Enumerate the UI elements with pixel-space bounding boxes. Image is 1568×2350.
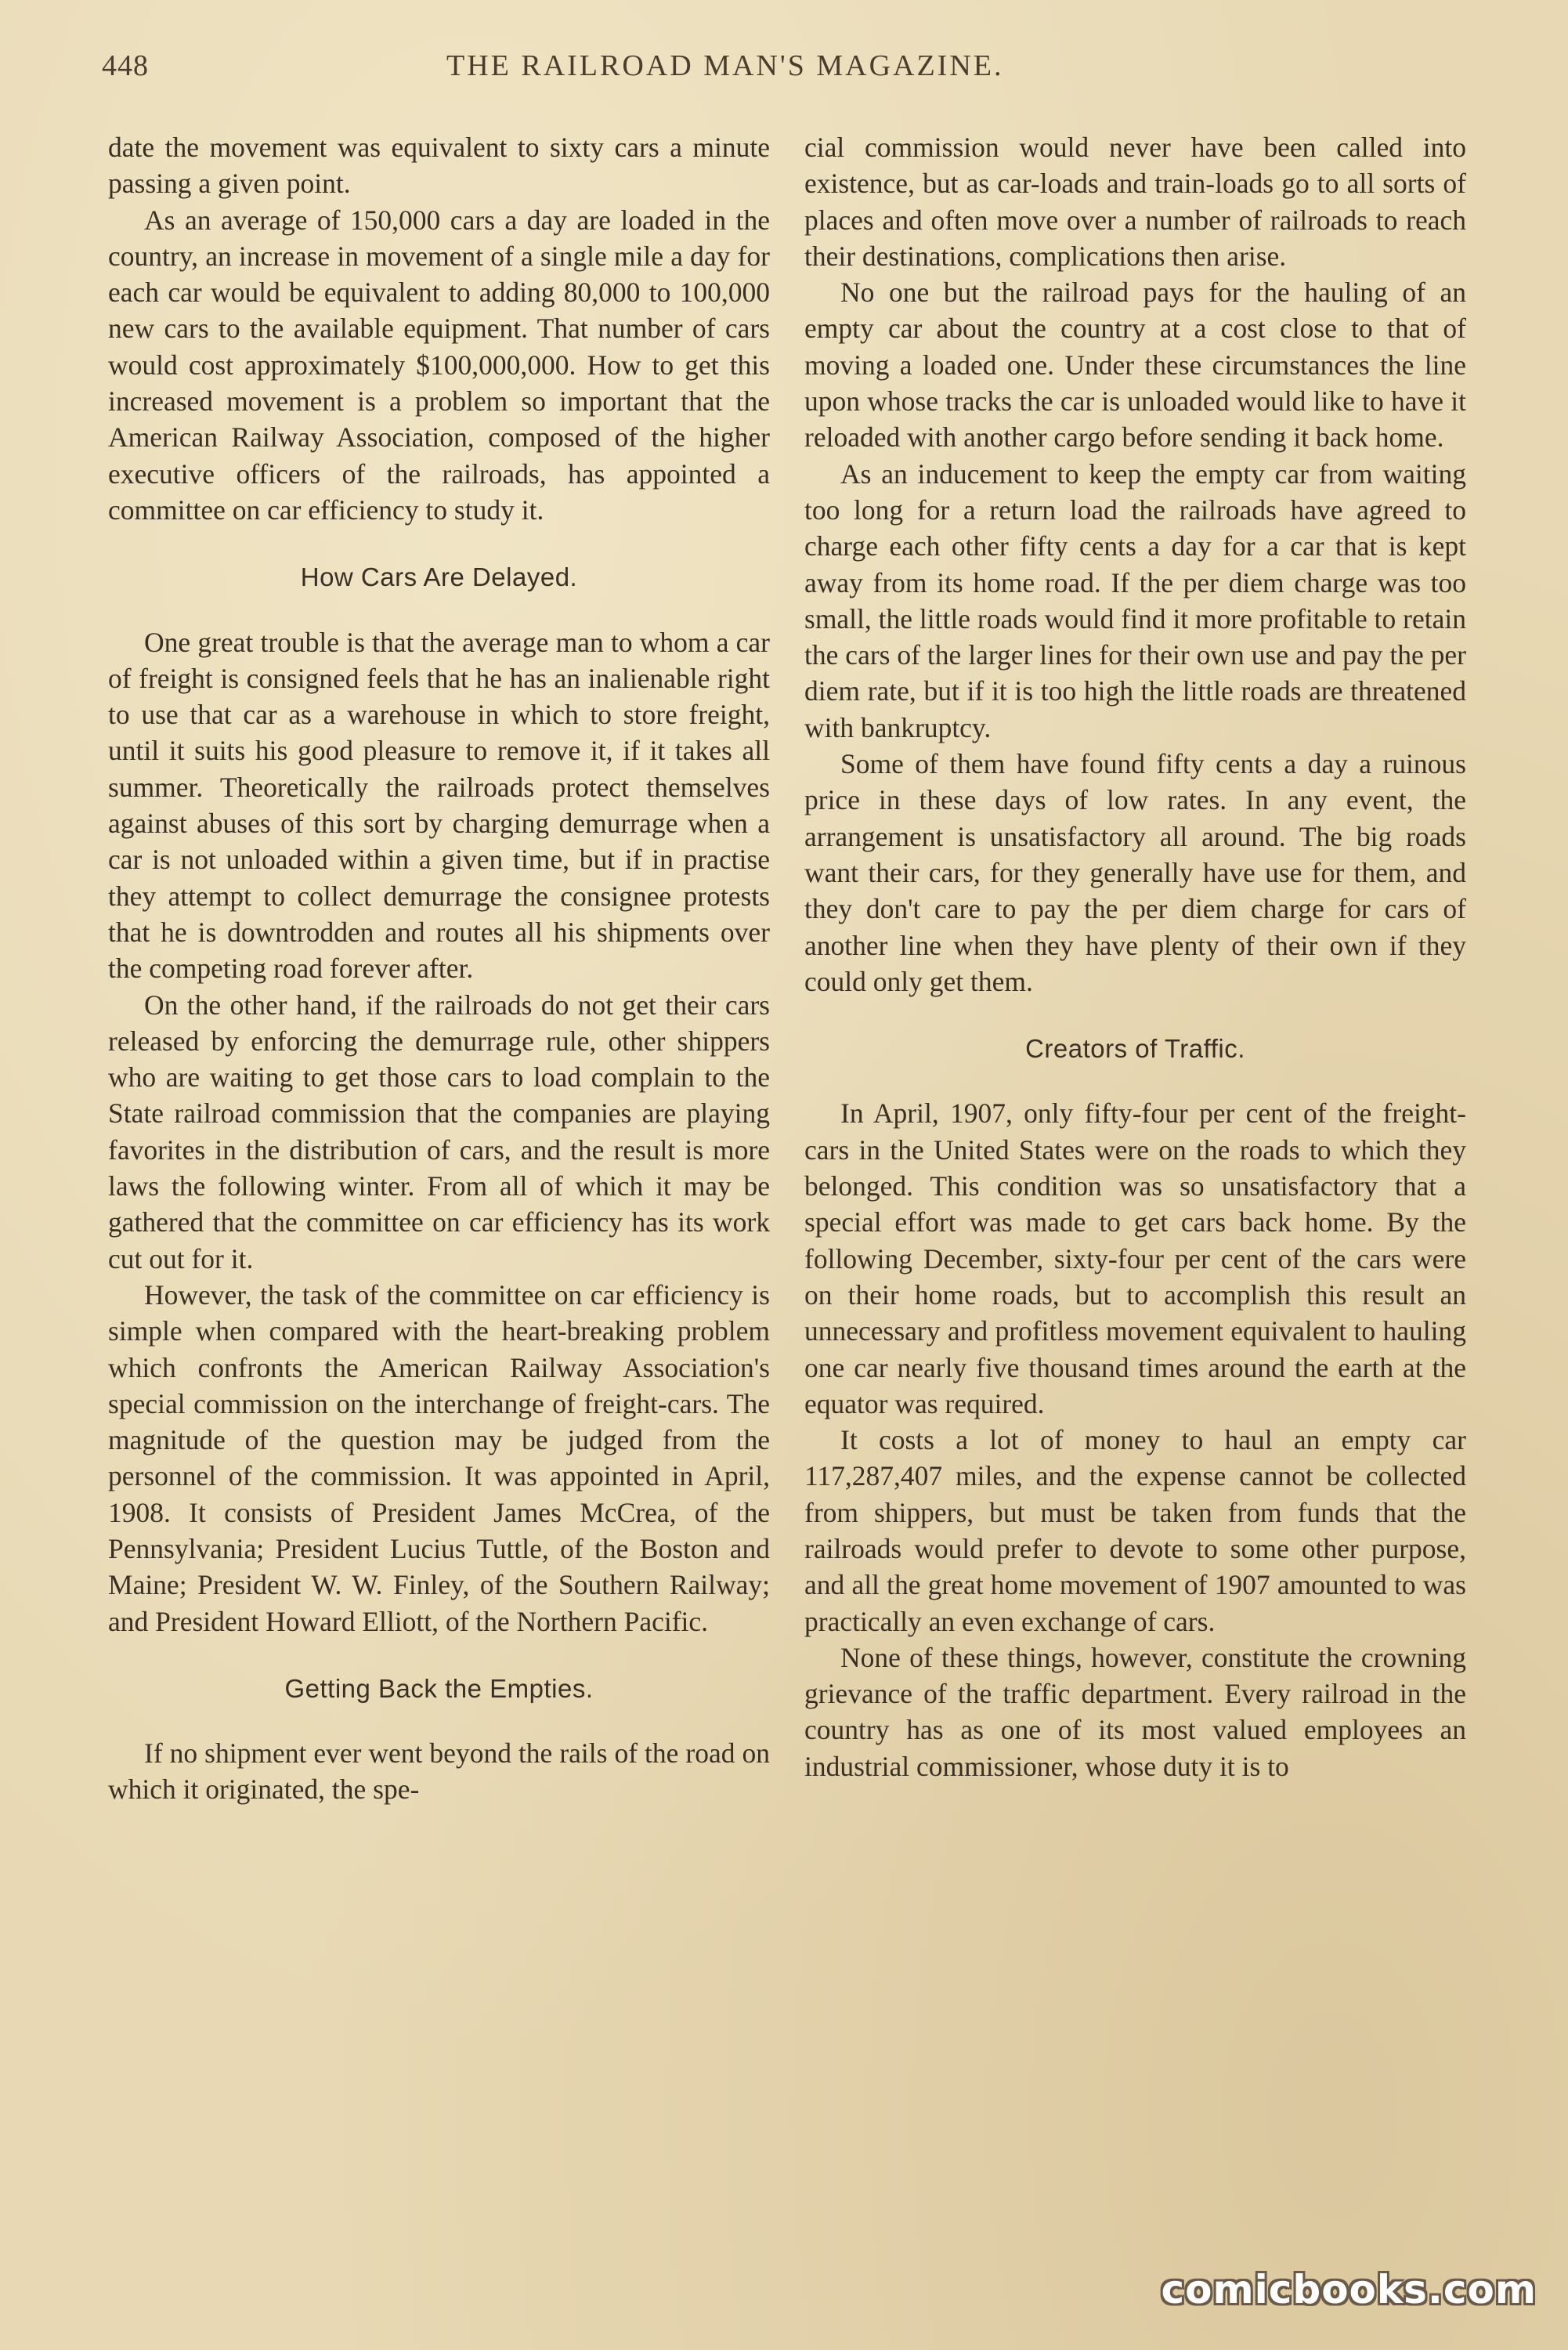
paragraph: One great trouble is that the average man to whom a car of freight is consigned feels that he has an inalienable right to use that car as a warehouse in which to store freight, until it suits his good pleasure to remove it, if it takes all summer. Theoretically the railroads protect themselves against abuses of this sort by charging demurrage when a car is not unloaded within a given time, but if in practise they attempt to collect demurrage the consignee protests that he is downtrodden and routes all his shipments over the competing road forever after. bbox=[108, 626, 770, 985]
section-heading: How Cars Are Delayed. bbox=[300, 562, 578, 592]
section-heading: Getting Back the Empties. bbox=[284, 1673, 594, 1703]
paragraph: However, the task of the committee on car efficiency is simple when compared with the heart-breaking problem which confronts the American Railway Association's special commission on the interchange of freight-cars. The magnitude of the question may be judged from the personnel of the commission. It was appointed in April, 1908. It consists of President James McCrea, of the Pennsylvania; President Lucius Tuttle, of the Boston and Maine; President W. W. Finley, of the Southern Railway; and President Howard Elliott, of the Northern Pacific. bbox=[108, 1278, 770, 1637]
paragraph: As an average of 150,000 cars a day are loaded in the country, an increase in movement of a single mile a day for each car would be equivalent to adding 80,000 to 100,000 new cars to the available equipment. That number of cars would cost approximately $100,000,000. How to get this increased movement is a problem so important that the American Railway Association, composed of the higher executive officers of the railroads, has appointed a committee on car efficiency to study it. bbox=[108, 204, 770, 526]
paragraph: date the movement was equivalent to sixty cars a minute passing a given point. bbox=[108, 132, 770, 200]
watermark: comicbooks.com bbox=[1161, 2267, 1537, 2312]
section-heading: Creators of Traffic. bbox=[1025, 1034, 1245, 1064]
paragraph: On the other hand, if the railroads do not get their cars released by enforcing the demurrage rule, other shippers who are waiting to get those cars to load complain to the State railroad commission that the companies are playing favorites in the distribution of cars, and the result is more laws the following winter. From all of which it may be gathered that the committee on car efficiency has its work cut out for it. bbox=[108, 989, 770, 1274]
paragraph: No one but the railroad pays for the hauling of an empty car about the country at a cost close to that of moving a loaded one. Under these circumstances the line upon whose tracks the car is unloaded would like to have it reloaded with another cargo before sending it back home. bbox=[804, 277, 1466, 454]
page-header bbox=[102, 49, 1465, 96]
paragraph: None of these things, however, constitute the crowning grievance of the traffic department. Every railroad in the country has as one of its most valued employees an industrial commissioner, whose duty it is to bbox=[804, 1641, 1466, 1782]
right-column bbox=[804, 129, 1466, 1784]
paragraph: cial commission would never have been called into existence, but as car-loads and train-loads go to all sorts of places and often move over a number of railroads to reach their destinations, complications then arise. bbox=[804, 132, 1466, 272]
page-number: 448 bbox=[102, 49, 149, 82]
paragraph: As an inducement to keep the empty car from waiting too long for a return load the railroads have agreed to charge each other fifty cents a day for a car that is kept away from its home road. If the per diem charge was too small, the little roads would find it more profitable to retain the cars of the larger lines for their own use and pay the per diem rate, but if it is too high the little roads are threatened with bankruptcy. bbox=[804, 457, 1466, 743]
paragraph: If no shipment ever went beyond the rails of the road on which it originated, the spe- bbox=[108, 1737, 770, 1806]
paragraph: Some of them have found fifty cents a day a ruinous price in these days of low rates. In any event, the arrangement is unsatisfactory all around. The big roads want their cars, for they generally have use for them, and they don't care to pay the per diem charge for cars of another line when they have plenty of their own if they could only get them. bbox=[804, 748, 1466, 997]
paragraph: In April, 1907, only fifty-four per cent of the freight-cars in the United States were on the roads to which they belonged. This condition was so unsatisfactory that a special effort was made to get cars back home. By the following December, sixty-four per cent of the cars were on their home roads, but to accomplish this result an unnecessary and profitless movement equivalent to hauling one car nearly five thousand times around the earth at the equator was required. bbox=[804, 1097, 1466, 1419]
running-title: THE RAILROAD MAN'S MAGAZINE. bbox=[446, 49, 1004, 82]
paragraph: It costs a lot of money to haul an empty car 117,287,407 miles, and the expense cannot be collected from shippers, but must be taken from funds that the railroads would prefer to devote to some other purpose, and all the great home movement of 1907 amounted to was practically an even exchange of cars. bbox=[804, 1424, 1466, 1637]
left-column bbox=[108, 129, 770, 1808]
